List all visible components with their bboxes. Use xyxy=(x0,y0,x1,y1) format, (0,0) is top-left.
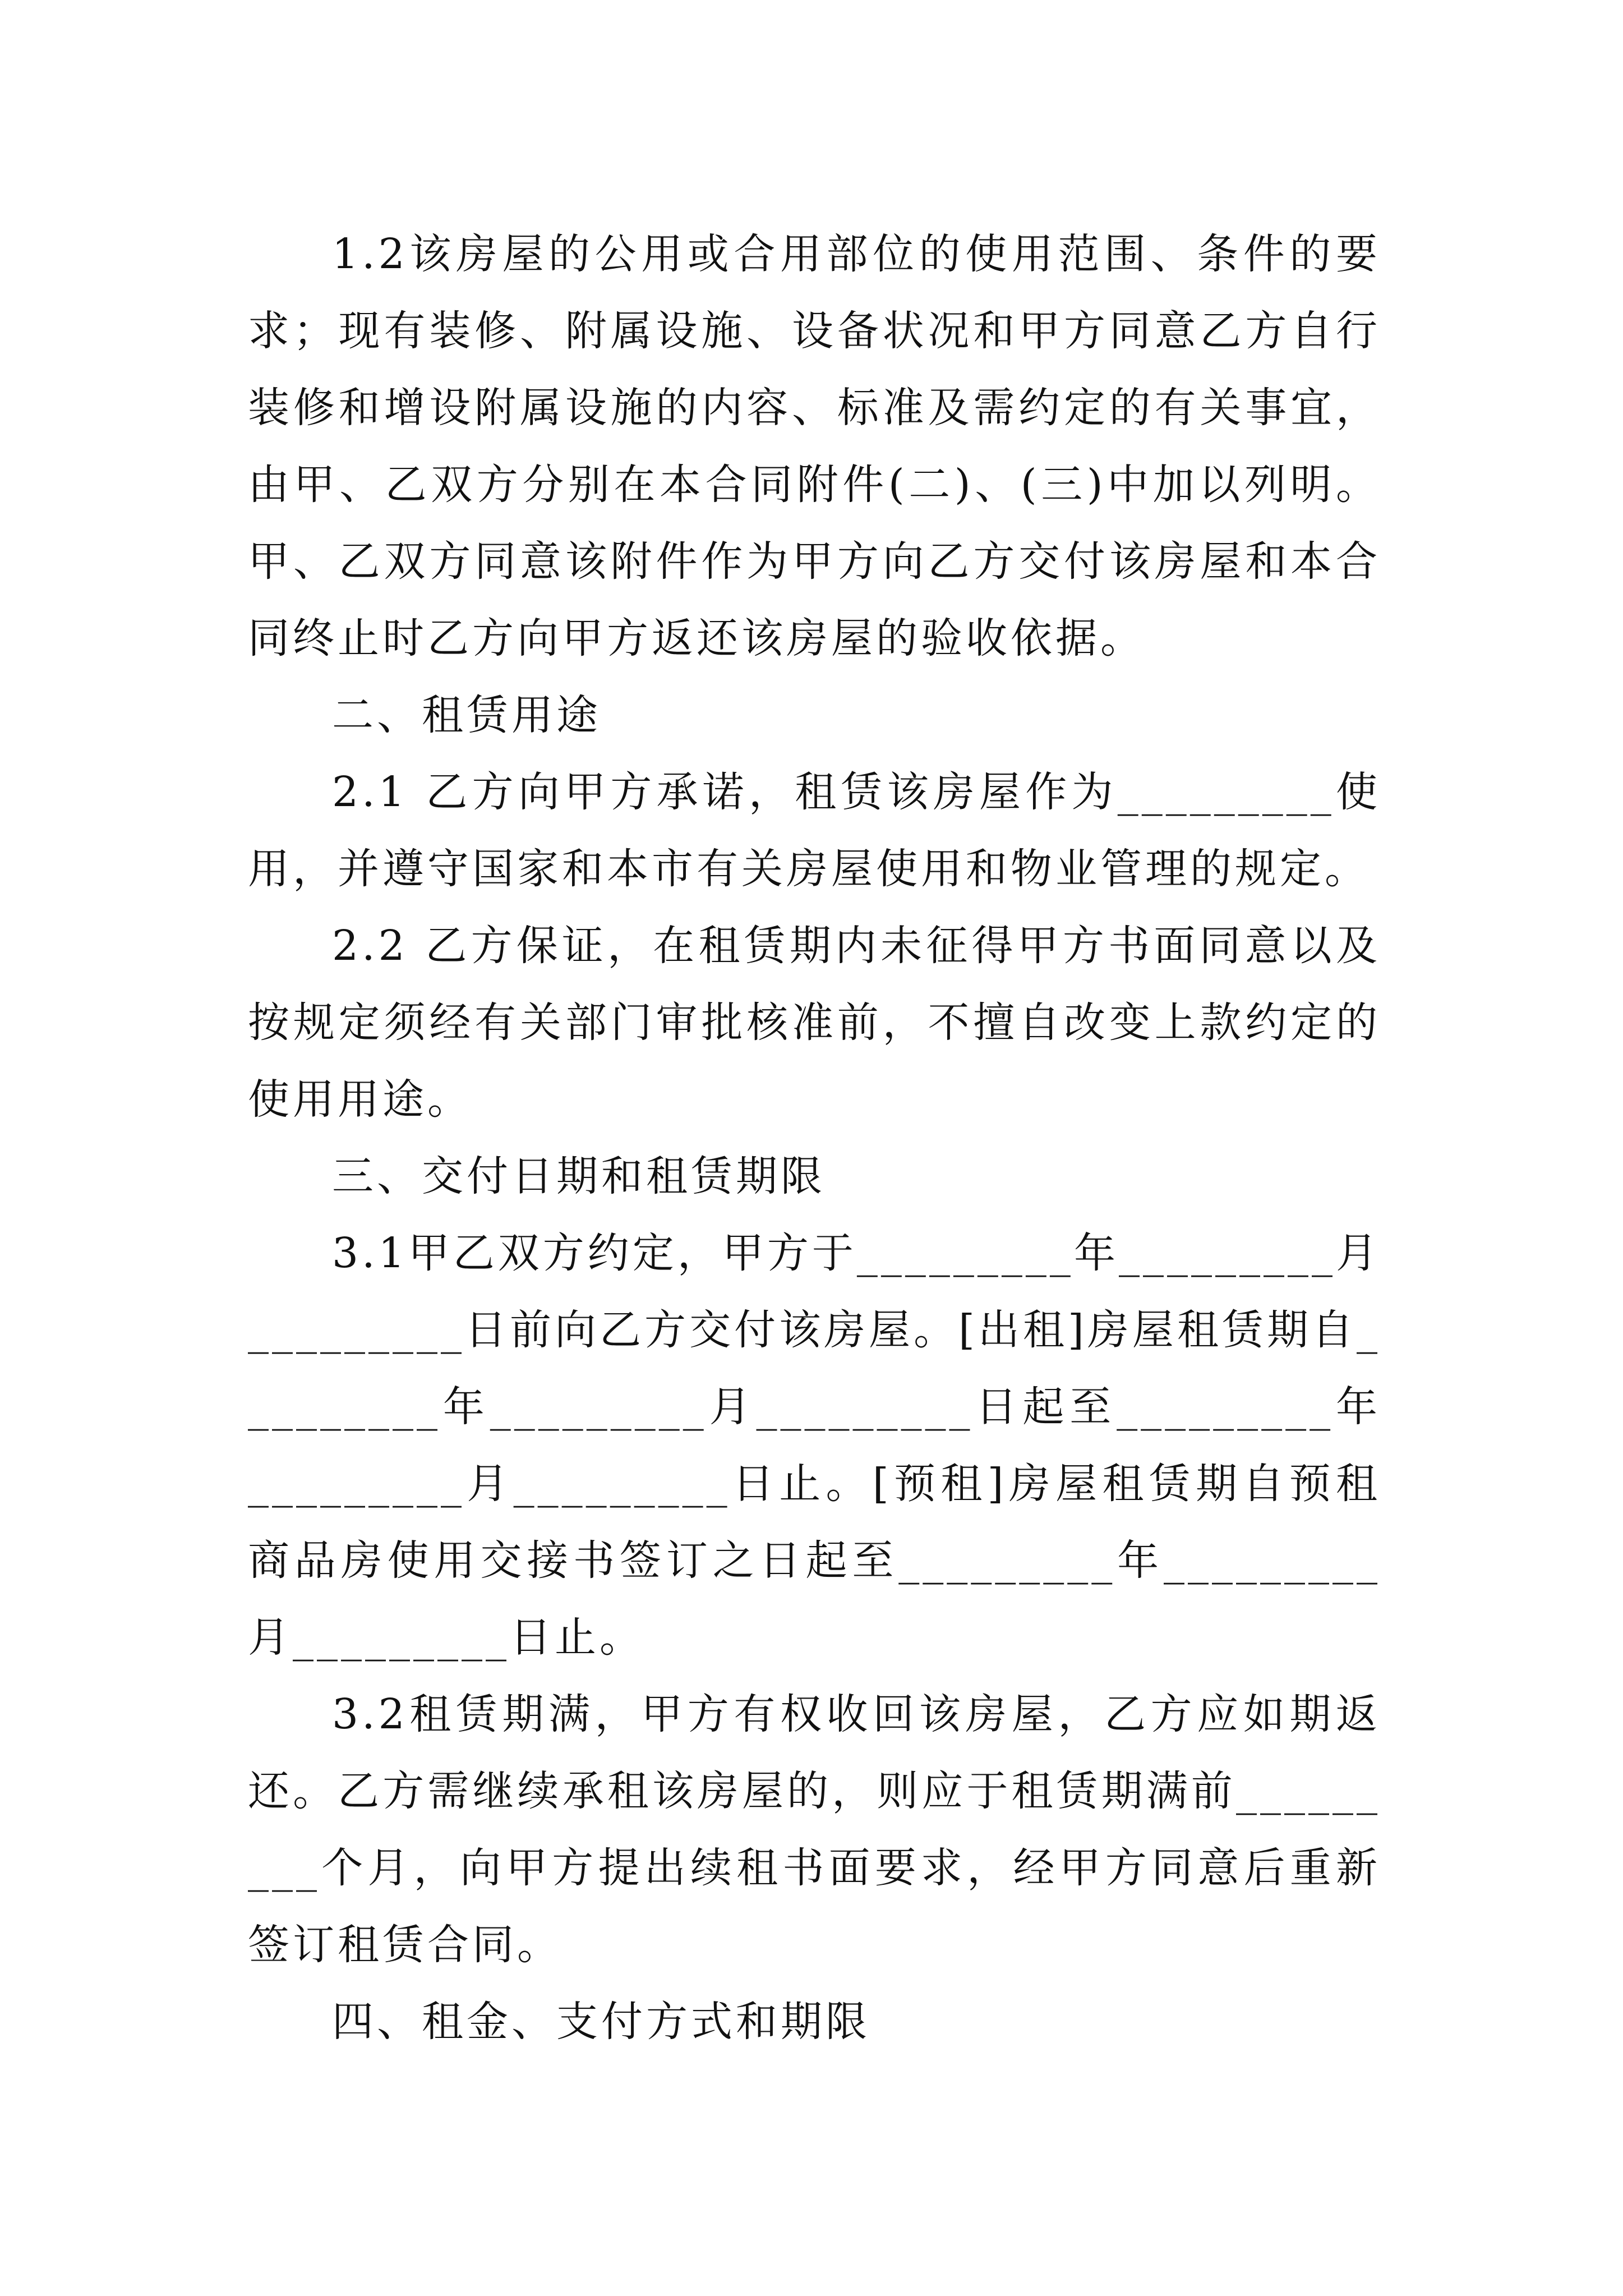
clause-3-2: 3.2租赁期满，甲方有权收回该房屋，乙方应如期返还。乙方需继续承租该房屋的，则应于租赁期满前_________个月，向甲方提出续租书面要求，经甲方同意后重新签订租赁合同。 xyxy=(248,1690,1381,1969)
clause-3-1: 3.1甲乙双方约定，甲方于_________年_________月_________日前向乙方交付该房屋。[出租]房屋租赁期自_________年_________月_________日起至_________年_________月_________日止。[预租]房屋租赁期自预租商品房使用交接书签订之日起至_________年_________月_________日止。 xyxy=(248,1229,1381,1662)
clause-2-1: 2.1 乙方向甲方承诺，租赁该房屋作为_________使用，并遵守国家和本市有关房屋使用和物业管理的规定。 xyxy=(248,768,1381,893)
section-heading-4: 四、租金、支付方式和期限 xyxy=(332,1998,870,2046)
document-body xyxy=(248,216,1381,2060)
section-heading-3: 三、交付日期和租赁期限 xyxy=(332,1152,826,1200)
clause-1-2: 1.2该房屋的公用或合用部位的使用范围、条件的要求；现有装修、附属设施、设备状况和甲方同意乙方自行装修和增设附属设施的内容、标准及需约定的有关事宜，由甲、乙双方分别在本合同附件(二)、(三)中加以列明。甲、乙双方同意该附件作为甲方向乙方交付该房屋和本合同终止时乙方向甲方返还该房屋的验收依据。 xyxy=(248,230,1381,662)
clause-2-2: 2.2 乙方保证，在租赁期内未征得甲方书面同意以及按规定须经有关部门审批核准前，不擅自改变上款约定的使用用途。 xyxy=(248,922,1381,1124)
section-heading-2: 二、租赁用途 xyxy=(332,691,601,739)
